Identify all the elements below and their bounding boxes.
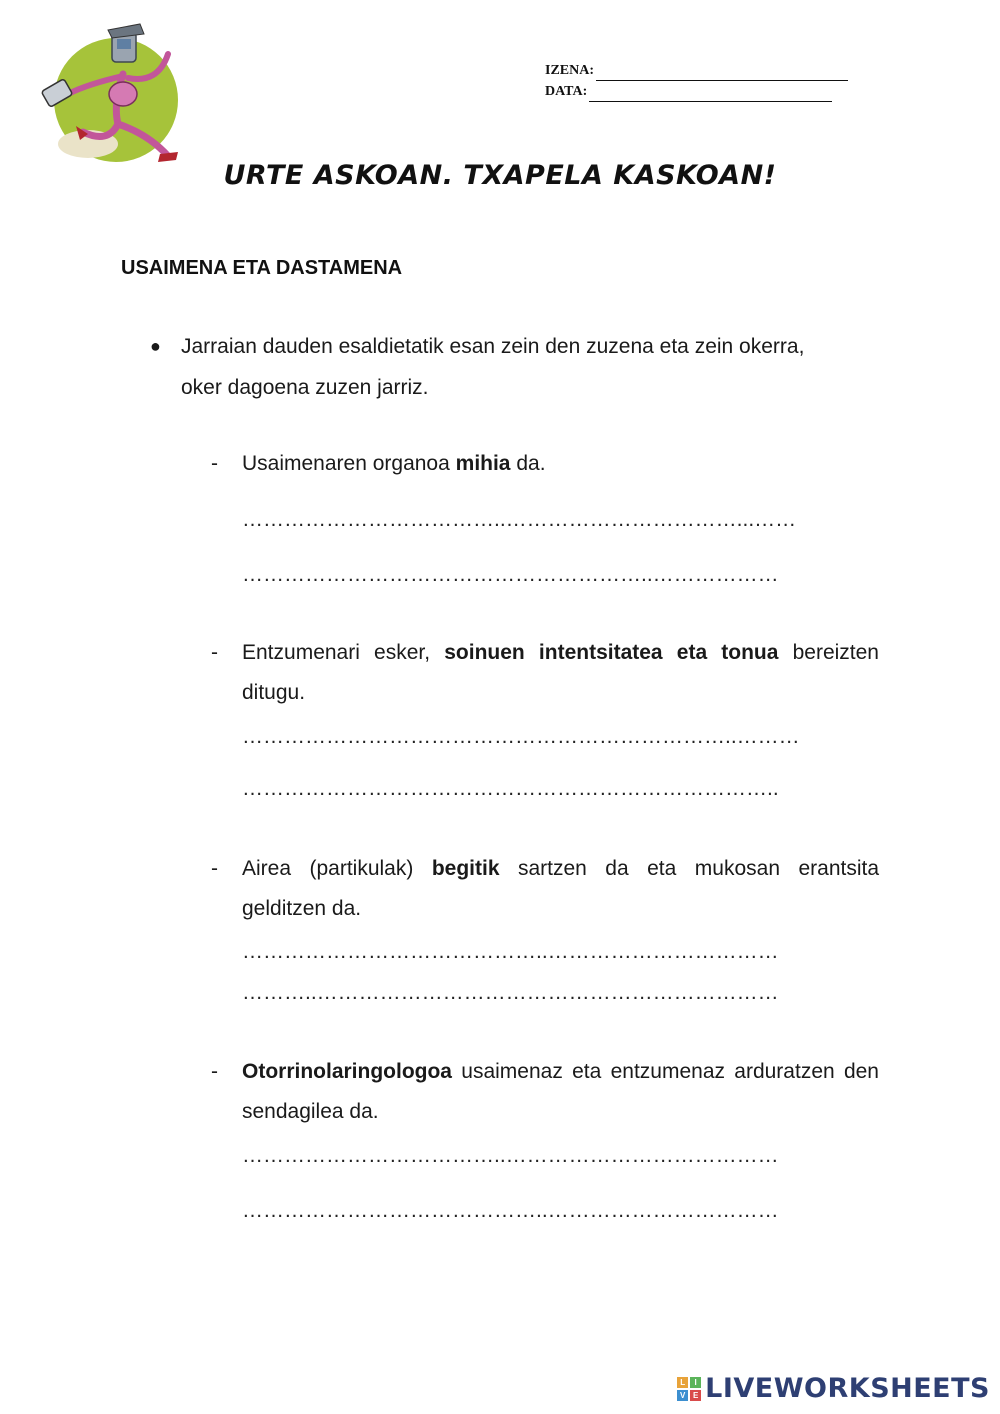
statement-bold-term: Otorrinolaringologoa xyxy=(242,1060,452,1083)
watermark-cube: E xyxy=(690,1390,701,1401)
date-input-line[interactable] xyxy=(589,88,832,102)
date-label: DATA: xyxy=(545,84,588,99)
watermark-cube: V xyxy=(677,1390,688,1401)
statement-item-4 xyxy=(211,1052,879,1132)
page-title: URTE ASKOAN. TXAPELA KASKOAN! xyxy=(223,160,777,191)
name-field xyxy=(545,60,848,81)
dash-marker: - xyxy=(211,641,218,664)
answer-line[interactable]: ………..………………………………………………………… xyxy=(242,981,779,1004)
date-field xyxy=(545,81,848,102)
answer-line[interactable]: ……………………………………..…………………………… xyxy=(242,1199,779,1222)
statement-bold-term: soinuen intentsitatea eta tonua xyxy=(444,641,779,664)
statement-text-part: bereizten ditugu. xyxy=(242,641,879,704)
statement-text-part: da. xyxy=(510,452,546,475)
name-input-line[interactable] xyxy=(596,67,848,81)
statement-item-3 xyxy=(211,849,879,929)
watermark-cube: I xyxy=(690,1377,701,1388)
statement-text xyxy=(242,633,879,713)
statement-bold-term: mihia xyxy=(455,452,511,475)
statement-text-part: Usaimenaren organoa xyxy=(242,452,456,475)
instruction xyxy=(150,326,830,408)
dash-marker: - xyxy=(211,857,218,880)
dash-marker: - xyxy=(211,1060,218,1083)
instruction-text: Jarraian dauden esaldietatik esan zein den zuzena eta zein okerra, oker dagoena zuzen jarriz. xyxy=(181,335,805,399)
watermark-cubes-icon xyxy=(677,1377,701,1401)
answer-line[interactable]: ………………………………..………………………………… xyxy=(242,1144,779,1167)
statement-bold-term: begitik xyxy=(431,857,500,880)
robot-logo-image xyxy=(28,14,188,174)
watermark-cube: L xyxy=(677,1377,688,1388)
dash-marker: - xyxy=(211,452,218,475)
statement-text xyxy=(242,849,879,929)
statement-text-part: usaimenaz eta entzumenaz arduratzen den sendagilea da. xyxy=(242,1060,879,1123)
statement-item-1 xyxy=(211,444,879,484)
answer-line[interactable]: ………………………………………………………………….. xyxy=(242,777,779,800)
answer-line[interactable]: ……………………………………..…………………………… xyxy=(242,940,779,963)
statement-text-part: Entzumenari esker, xyxy=(242,641,445,664)
section-heading: USAIMENA ETA DASTAMENA xyxy=(121,257,403,279)
student-info-fields xyxy=(545,60,848,102)
statement-text xyxy=(242,444,879,484)
answer-line[interactable]: …………………………………………………..……………… xyxy=(242,563,779,586)
statement-text xyxy=(242,1052,879,1132)
liveworksheets-watermark xyxy=(677,1373,990,1404)
statement-item-2 xyxy=(211,633,879,713)
bullet-icon: ● xyxy=(150,336,161,356)
statement-text-part: Airea (partikulak) xyxy=(242,857,432,880)
watermark-text: LIVEWORKSHEETS xyxy=(705,1373,990,1404)
statement-text-part: sartzen da eta mukosan erantsita gelditzen da. xyxy=(242,857,880,920)
name-label: IZENA: xyxy=(545,63,595,78)
answer-line[interactable]: ……………………………………………………………..……… xyxy=(242,725,800,748)
answer-line[interactable]: ………………………………..……………………………...…… xyxy=(242,508,797,531)
